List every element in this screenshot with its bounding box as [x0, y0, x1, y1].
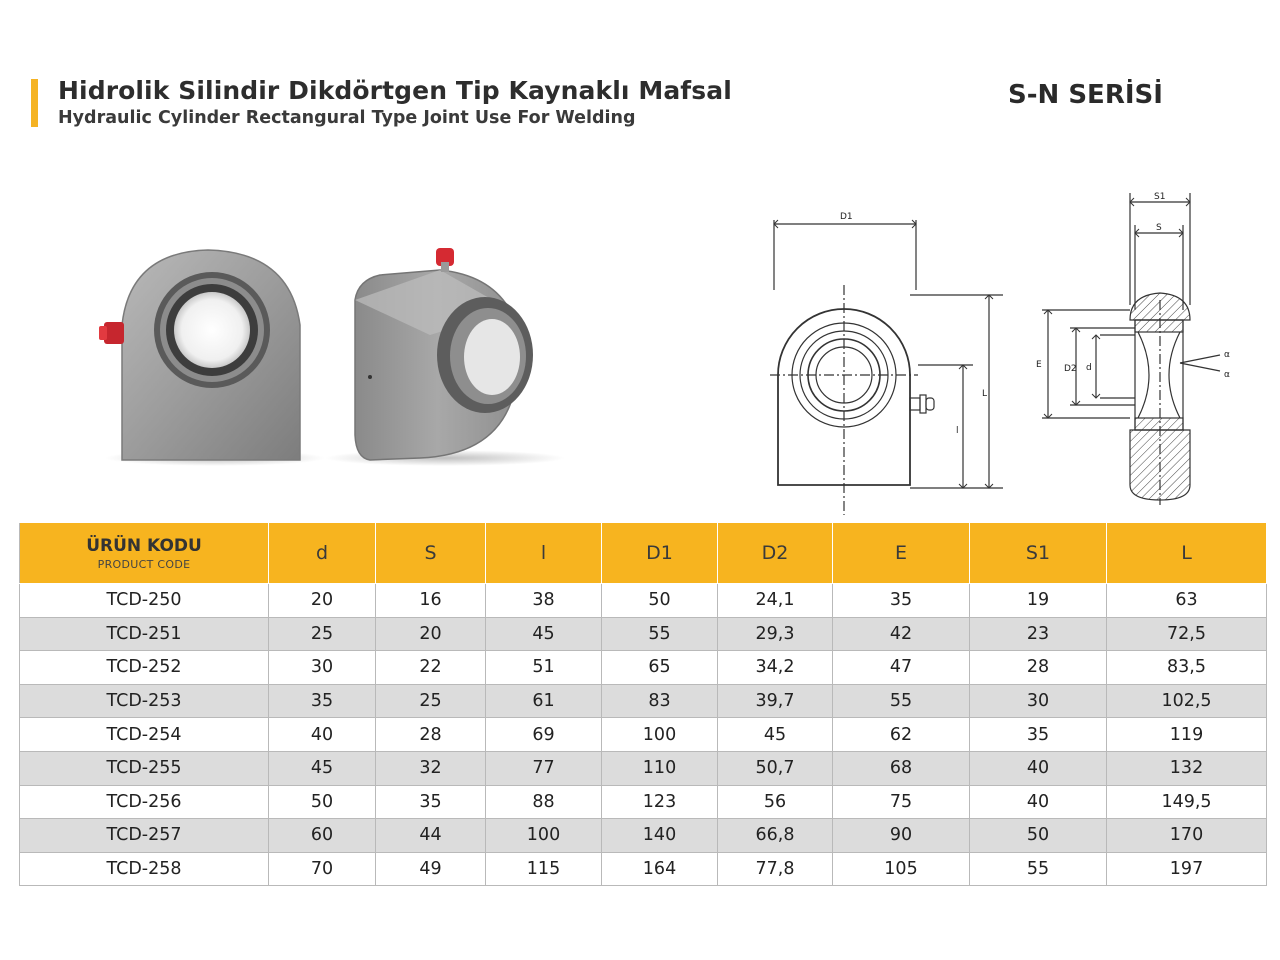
cell-value: 56 — [718, 785, 833, 819]
cell-value: 60 — [269, 819, 376, 853]
cell-value: 24,1 — [718, 584, 833, 618]
cell-value: 110 — [602, 751, 718, 785]
cell-value: 132 — [1107, 751, 1267, 785]
dim-label-d2: D2 — [1064, 364, 1077, 374]
cell-product-code: TCD-252 — [20, 651, 269, 685]
cell-value: 68 — [833, 751, 970, 785]
series-label: S-N SERİSİ — [1008, 80, 1163, 110]
cell-value: 83,5 — [1107, 651, 1267, 685]
cell-value: 119 — [1107, 718, 1267, 752]
cell-value: 55 — [833, 684, 970, 718]
cell-value: 170 — [1107, 819, 1267, 853]
cell-value: 22 — [376, 651, 486, 685]
table-row — [20, 819, 1267, 853]
table-row — [20, 852, 1267, 886]
dim-label-alpha-upper: α — [1224, 350, 1230, 360]
cell-value: 51 — [486, 651, 602, 685]
dim-label-alpha-lower: α — [1224, 370, 1230, 380]
cell-value: 35 — [376, 785, 486, 819]
cell-product-code: TCD-251 — [20, 617, 269, 651]
cell-value: 70 — [269, 852, 376, 886]
header-d: d — [269, 523, 376, 584]
cell-value: 72,5 — [1107, 617, 1267, 651]
cell-product-code: TCD-257 — [20, 819, 269, 853]
cell-value: 61 — [486, 684, 602, 718]
cell-product-code: TCD-255 — [20, 751, 269, 785]
cell-value: 90 — [833, 819, 970, 853]
dim-label-l-upper: L — [982, 389, 988, 399]
side-view-drawing — [1030, 185, 1250, 515]
spec-table — [19, 522, 1267, 886]
cell-value: 66,8 — [718, 819, 833, 853]
cell-value: 102,5 — [1107, 684, 1267, 718]
cell-value: 40 — [970, 751, 1107, 785]
cell-value: 197 — [1107, 852, 1267, 886]
cell-product-code: TCD-258 — [20, 852, 269, 886]
cell-value: 20 — [269, 584, 376, 618]
cell-value: 29,3 — [718, 617, 833, 651]
cell-product-code: TCD-254 — [20, 718, 269, 752]
cell-value: 19 — [970, 584, 1107, 618]
cell-value: 77,8 — [718, 852, 833, 886]
cell-value: 164 — [602, 852, 718, 886]
front-view-drawing — [758, 190, 1008, 520]
table-row — [20, 651, 1267, 685]
cell-value: 50 — [269, 785, 376, 819]
cell-value: 38 — [486, 584, 602, 618]
cell-value: 16 — [376, 584, 486, 618]
cell-value: 49 — [376, 852, 486, 886]
cell-value: 35 — [269, 684, 376, 718]
dim-label-d1: D1 — [840, 212, 853, 222]
dim-label-e: E — [1036, 360, 1042, 370]
cell-value: 149,5 — [1107, 785, 1267, 819]
header-e: E — [833, 523, 970, 584]
cell-value: 50 — [602, 584, 718, 618]
cell-value: 100 — [602, 718, 718, 752]
header-d1: D1 — [602, 523, 718, 584]
cell-value: 63 — [1107, 584, 1267, 618]
table-row — [20, 684, 1267, 718]
cell-value: 32 — [376, 751, 486, 785]
title-accent-bar — [31, 79, 38, 127]
cell-value: 42 — [833, 617, 970, 651]
cell-value: 50 — [970, 819, 1107, 853]
cell-value: 69 — [486, 718, 602, 752]
cell-value: 34,2 — [718, 651, 833, 685]
header-product-code-label: ÜRÜN KODU — [86, 535, 202, 556]
dim-label-d: d — [1086, 363, 1092, 373]
cell-value: 28 — [376, 718, 486, 752]
cell-value: 105 — [833, 852, 970, 886]
cell-value: 40 — [269, 718, 376, 752]
cell-value: 115 — [486, 852, 602, 886]
cell-value: 44 — [376, 819, 486, 853]
cell-value: 47 — [833, 651, 970, 685]
cell-value: 39,7 — [718, 684, 833, 718]
cell-value: 23 — [970, 617, 1107, 651]
header-product-code-sublabel: PRODUCT CODE — [97, 557, 191, 571]
cell-value: 30 — [970, 684, 1107, 718]
table-header-row — [20, 523, 1267, 584]
cell-value: 35 — [833, 584, 970, 618]
cell-value: 55 — [970, 852, 1107, 886]
table-row — [20, 617, 1267, 651]
cell-value: 55 — [602, 617, 718, 651]
page-subtitle: Hydraulic Cylinder Rectangural Type Joint Use For Welding — [58, 108, 636, 128]
cell-value: 123 — [602, 785, 718, 819]
cell-value: 25 — [376, 684, 486, 718]
cell-value: 20 — [376, 617, 486, 651]
cell-value: 45 — [486, 617, 602, 651]
page-title: Hidrolik Silindir Dikdörtgen Tip Kaynaklı Mafsal — [58, 76, 732, 105]
cell-product-code: TCD-250 — [20, 584, 269, 618]
cell-value: 65 — [602, 651, 718, 685]
cell-product-code: TCD-253 — [20, 684, 269, 718]
header-s1: S1 — [970, 523, 1107, 584]
dim-label-l-lower: l — [956, 426, 959, 436]
header-d2: D2 — [718, 523, 833, 584]
dim-label-s: S — [1156, 223, 1162, 233]
table-row — [20, 785, 1267, 819]
cell-value: 83 — [602, 684, 718, 718]
cell-value: 28 — [970, 651, 1107, 685]
dim-label-s1: S1 — [1154, 192, 1166, 202]
header-l-small: l — [486, 523, 602, 584]
product-photo — [90, 230, 570, 470]
table-row — [20, 584, 1267, 618]
header-product-code — [20, 523, 269, 584]
table-row — [20, 751, 1267, 785]
cell-value: 40 — [970, 785, 1107, 819]
header-l: L — [1107, 523, 1267, 584]
cell-value: 88 — [486, 785, 602, 819]
cell-value: 50,7 — [718, 751, 833, 785]
cell-value: 100 — [486, 819, 602, 853]
cell-value: 62 — [833, 718, 970, 752]
cell-value: 30 — [269, 651, 376, 685]
cell-product-code: TCD-256 — [20, 785, 269, 819]
cell-value: 35 — [970, 718, 1107, 752]
header-s: S — [376, 523, 486, 584]
cell-value: 45 — [718, 718, 833, 752]
cell-value: 45 — [269, 751, 376, 785]
cell-value: 25 — [269, 617, 376, 651]
cell-value: 77 — [486, 751, 602, 785]
table-row — [20, 718, 1267, 752]
cell-value: 75 — [833, 785, 970, 819]
cell-value: 140 — [602, 819, 718, 853]
